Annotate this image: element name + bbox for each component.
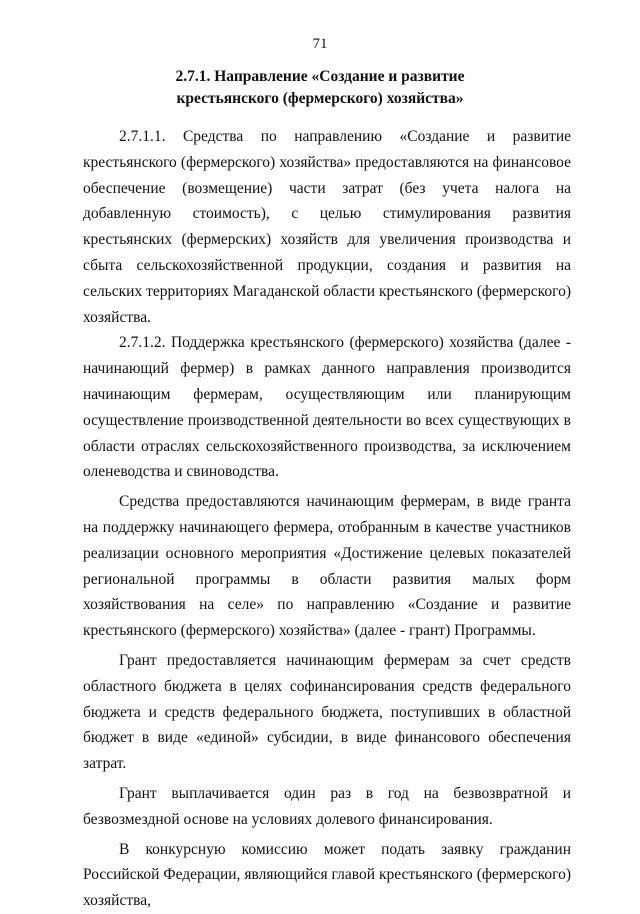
paragraph-grant-payment: Грант выплачивается один раз в год на безвозвратной и безвозмездной основе на условиях долевого финансирования. [83, 784, 571, 828]
document-body [83, 124, 571, 914]
paragraph-grant-funds: Средства предоставляются начинающим фермерам, в виде гранта на поддержку начинающего фермера, отобранным в качестве участников реализации основного мероприятия «Достижение целевых показателей региональной программы в области развития малых форм хозяйствования на селе» по направлению «Создание и развитие крестьянского (фермерского) хозяйства» (далее - грант) Программы. [83, 493, 571, 640]
section-heading-line-1: 2.7.1. Направление «Создание и развитие [175, 68, 465, 85]
section-heading [70, 66, 570, 110]
paragraph-grant-provision: Грант предоставляется начинающим фермерам за счет средств областного бюджета в целях софинансирования средств федерального бюджета и средств федерального бюджета, поступивших в областной бюджет в виде «единой» субсидии, в виде финансового обеспечения затрат. [83, 651, 571, 773]
paragraph-2-7-1-2: 2.7.1.2. Поддержка крестьянского (фермерского) хозяйства (далее - начинающий фермер) в рамках данного направления производится начинающим фермерам, осуществляющим или планирующим осуществление производственной деятельности во всех существующих в области отраслях сельскохозяйственного производства, за исключением оленеводства и свиноводства. [83, 334, 571, 481]
page-number: 71 [312, 36, 328, 52]
paragraph-2-7-1-1: 2.7.1.1. Средства по направлению «Создание и развитие крестьянского (фермерского) хозяйства» предоставляются на финансовое обеспечение (возмещение) части затрат (без учета налога на добавленную стоимость), с целью стимулирования развития крестьянских (фермерских) хозяйств для увеличения производства и сбыта сельскохозяйственной продукции, создания и развития на сельских территориях Магаданской области крестьянского (фермерского) хозяйства. [83, 128, 571, 326]
paragraph-application: В конкурсную комиссию может подать заявку гражданин Российской Федерации, являющийся главой крестьянского (фермерского) хозяйства, [83, 840, 571, 910]
section-heading-line-2: крестьянского (фермерского) хозяйства» [176, 90, 464, 107]
